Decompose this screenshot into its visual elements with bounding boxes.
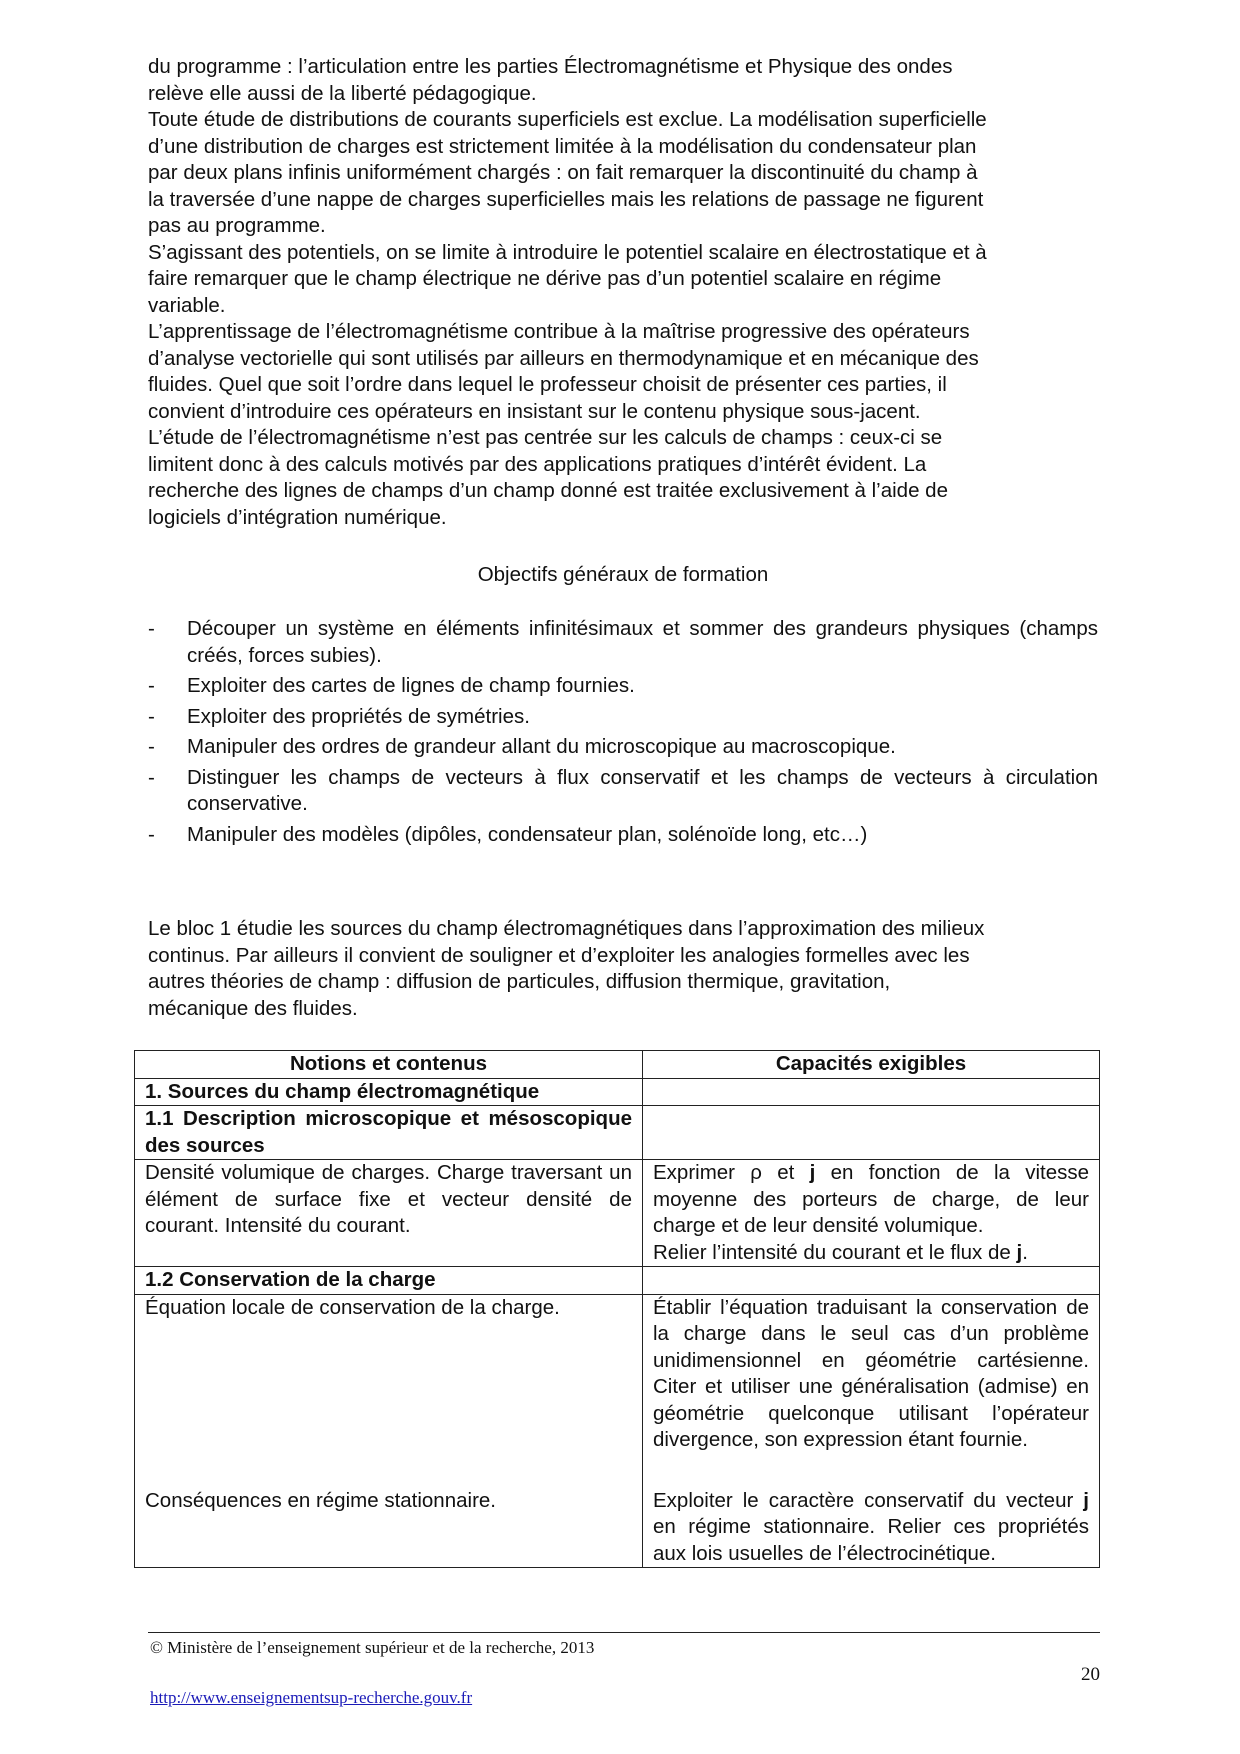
footer-copyright: © Ministère de l’enseignement supérieur et de la recherche, 2013 bbox=[150, 1638, 595, 1657]
table-row bbox=[135, 1078, 1100, 1106]
notion-cell: Densité volumique de charges. Charge traversant un élément de surface fixe et vecteur densité de courant. Intensité du courant. bbox=[135, 1160, 643, 1267]
list-item: - Manipuler des modèles (dipôles, condensateur plan, solénoïde long, etc…) bbox=[148, 822, 868, 846]
table-row bbox=[135, 1160, 1100, 1267]
objectives-list bbox=[148, 616, 1098, 852]
intro-paragraph-1: du programme : l’articulation entre les parties Électromagnétisme et Physique des ondes relève elle aussi de la liberté pédagogique. Toute étude de distributions de courants superficiels est exclue. La modélisation superficielle d’une distribution de charges est strictement limitée à la modélisation du condensateur plan par deux plans infinis uniformément chargés : on fait remarquer la discontinuité du champ à la traversée d’une nappe de charges superficielles mais les relations de passage ne figurent pas au programme. S’agissant des potentiels, on se limite à introduire le potentiel scalaire en électrostatique et à faire remarquer que le champ électrique ne dérive pas d’un potentiel scalaire en régime variable. L’apprentissage de l’électromagnétisme contribue à la maîtrise progressive des opérateurs d’analyse vectorielle qui sont utilisés par ailleurs en thermodynamique et en mécanique des fluides. Quel que soit l’ordre dans lequel le professeur choisit de présenter ces parties, il convient d’introduire ces opérateurs en insistant sur le contenu physique sous-jacent. L’étude de l’électromagnétisme n’est pas centrée sur les calculs de champs : ceux-ci se limitent donc à des calculs motivés par des applications pratiques d’intérêt évident. La recherche des lignes de champs d’un champ donné est traitée exclusivement à l’aide de logiciels d’intégration numérique. bbox=[148, 55, 987, 529]
list-item: - Exploiter des propriétés de symétries. bbox=[148, 704, 530, 728]
table-header-row bbox=[135, 1051, 1100, 1079]
section-heading-1-1: 1.1 Description microscopique et mésoscopique des sources bbox=[135, 1106, 643, 1160]
footer-divider bbox=[148, 1632, 1100, 1633]
list-item: - Exploiter des cartes de lignes de champ fournies. bbox=[148, 674, 635, 697]
bloc-paragraph: Le bloc 1 étudie les sources du champ électromagnétiques dans l’approximation des milieux continus. Par ailleurs il convient de souligner et d’exploiter les analogies formelles avec les autres théories de champ : diffusion de particules, diffusion thermique, gravitation, mécanique des fluides. bbox=[148, 917, 985, 1020]
table-row bbox=[135, 1106, 1100, 1160]
table-row bbox=[135, 1267, 1100, 1295]
footer-link[interactable]: http://www.enseignementsup-recherche.gouv.fr bbox=[150, 1688, 473, 1707]
table-row bbox=[135, 1294, 1100, 1568]
section-heading-1: 1. Sources du champ électromagnétique bbox=[135, 1078, 643, 1106]
capacity-cell: Exprimer ρ et j en fonction de la vitesse moyenne des porteurs de charge, de leur charge et de leur densité volumique. Relier l’intensité du courant et le flux de j. bbox=[643, 1160, 1100, 1267]
capacity-cell: Établir l’équation traduisant la conservation de la charge dans le seul cas d’un problème unidimensionnel en géométrie cartésienne. Citer et utiliser une généralisation (admise) en géométrie quelconque utilisant l’opérateur divergence, son expression étant fournie. Exploiter le caractère conservatif du vecteur j en régime stationnaire. Relier ces propriétés aux lois usuelles de l’électrocinétique. bbox=[643, 1294, 1100, 1568]
list-item: - Découper un système en éléments infinitésimaux et sommer des grandeurs physiques (champs créés, forces subies). bbox=[148, 617, 1098, 667]
header-notions: Notions et contenus bbox=[135, 1051, 643, 1079]
list-item: - Manipuler des ordres de grandeur allant du microscopique au macroscopique. bbox=[148, 735, 896, 758]
header-capacites: Capacités exigibles bbox=[643, 1051, 1100, 1079]
page-number: 20 bbox=[1081, 1664, 1100, 1685]
requirements-table bbox=[134, 1050, 1100, 1568]
section-heading-1-2: 1.2 Conservation de la charge bbox=[135, 1267, 643, 1295]
list-item: - Distinguer les champs de vecteurs à flux conservatif et les champs de vecteurs à circulation conservative. bbox=[148, 765, 1098, 815]
notion-cell: Équation locale de conservation de la charge. Conséquences en régime stationnaire. bbox=[135, 1294, 643, 1568]
objectives-title: Objectifs généraux de formation bbox=[477, 563, 769, 586]
